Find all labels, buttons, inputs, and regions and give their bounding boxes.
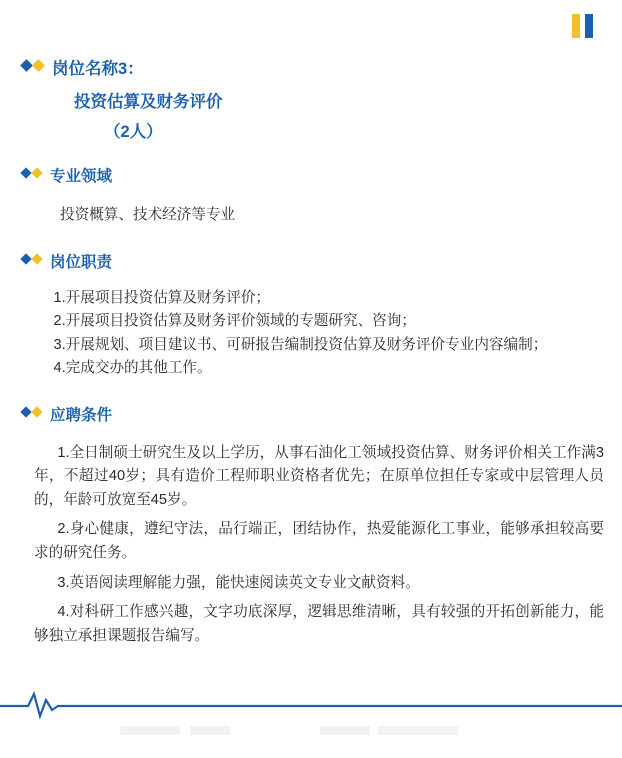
section-heading-row-field [22, 166, 604, 188]
diamond-yellow-icon [31, 253, 42, 264]
paragraph: 3.英语阅读理解能力强，能快速阅读英文专业文献资料。 [57, 574, 420, 591]
paragraph: 投资概算、技术经济等专业 [60, 207, 236, 224]
section-heading-duties: 岗位职责 [50, 254, 113, 272]
diamond-yellow-icon [31, 406, 42, 417]
section-body-duties [22, 287, 604, 382]
waveform-icon [0, 684, 622, 724]
faded-block [378, 726, 458, 735]
diamond-blue-icon [20, 253, 31, 264]
job-title-row [22, 58, 604, 82]
faded-block [190, 726, 230, 735]
paragraph: 2.开展项目投资估算及财务评价领域的专题研究、咨询； [53, 313, 416, 330]
section-heading-requirements: 应聘条件 [50, 407, 113, 425]
quote-mark-icon [572, 14, 598, 38]
diamond-bullet-icon [22, 166, 41, 177]
quote-mark-bar-yellow [572, 14, 580, 38]
section-heading-field: 专业领域 [50, 167, 113, 185]
job-title-line3: （2人） [104, 122, 163, 141]
diamond-blue-icon [20, 167, 31, 178]
paragraph: 2.身心健康，遵纪守法，品行端正，团结协作，热爱能源化工事业，能够承担较高要求的研究任务。 [34, 521, 604, 562]
footer-faded-blocks [120, 724, 500, 738]
diamond-blue-icon [20, 59, 33, 72]
job-title-line2: 投资估算及财务评价 [74, 92, 223, 111]
paragraph: 3.开展规划、项目建议书、可研报告编制投资估算及财务评价专业内容编制； [53, 336, 548, 353]
paragraph: 1.开展项目投资估算及财务评价； [53, 289, 271, 306]
diamond-bullet-icon [22, 405, 41, 416]
faded-block [120, 726, 180, 735]
section-heading-row-requirements [22, 405, 604, 427]
document-content [0, 40, 622, 655]
paragraph: 4.对科研工作感兴趣，文字功底深厚，逻辑思维清晰，具有较强的开拓创新能力，能够独立承担课题报告编写。 [34, 604, 604, 645]
diamond-bullet-icon [22, 252, 41, 263]
paragraph: 1.全日制硕士研究生及以上学历，从事石油化工领域投资估算、财务评价相关工作满3年，不超过40岁；具有造价工程师职业资格者优先；在原单位担任专家或中层管理人员的，年龄可放宽至45岁。 [34, 444, 604, 508]
paragraph: 4.完成交办的其他工作。 [53, 360, 212, 377]
diamond-yellow-icon [32, 59, 45, 72]
diamond-blue-icon [20, 406, 31, 417]
diamond-bullet-icon [22, 58, 43, 70]
job-title-heading: 岗位名称3： [52, 60, 144, 78]
section-body-field [22, 204, 604, 228]
section-body-requirements [22, 442, 604, 649]
faded-block [320, 726, 370, 735]
diamond-yellow-icon [31, 167, 42, 178]
section-heading-row-duties [22, 252, 604, 274]
quote-mark-bar-blue [585, 14, 593, 38]
